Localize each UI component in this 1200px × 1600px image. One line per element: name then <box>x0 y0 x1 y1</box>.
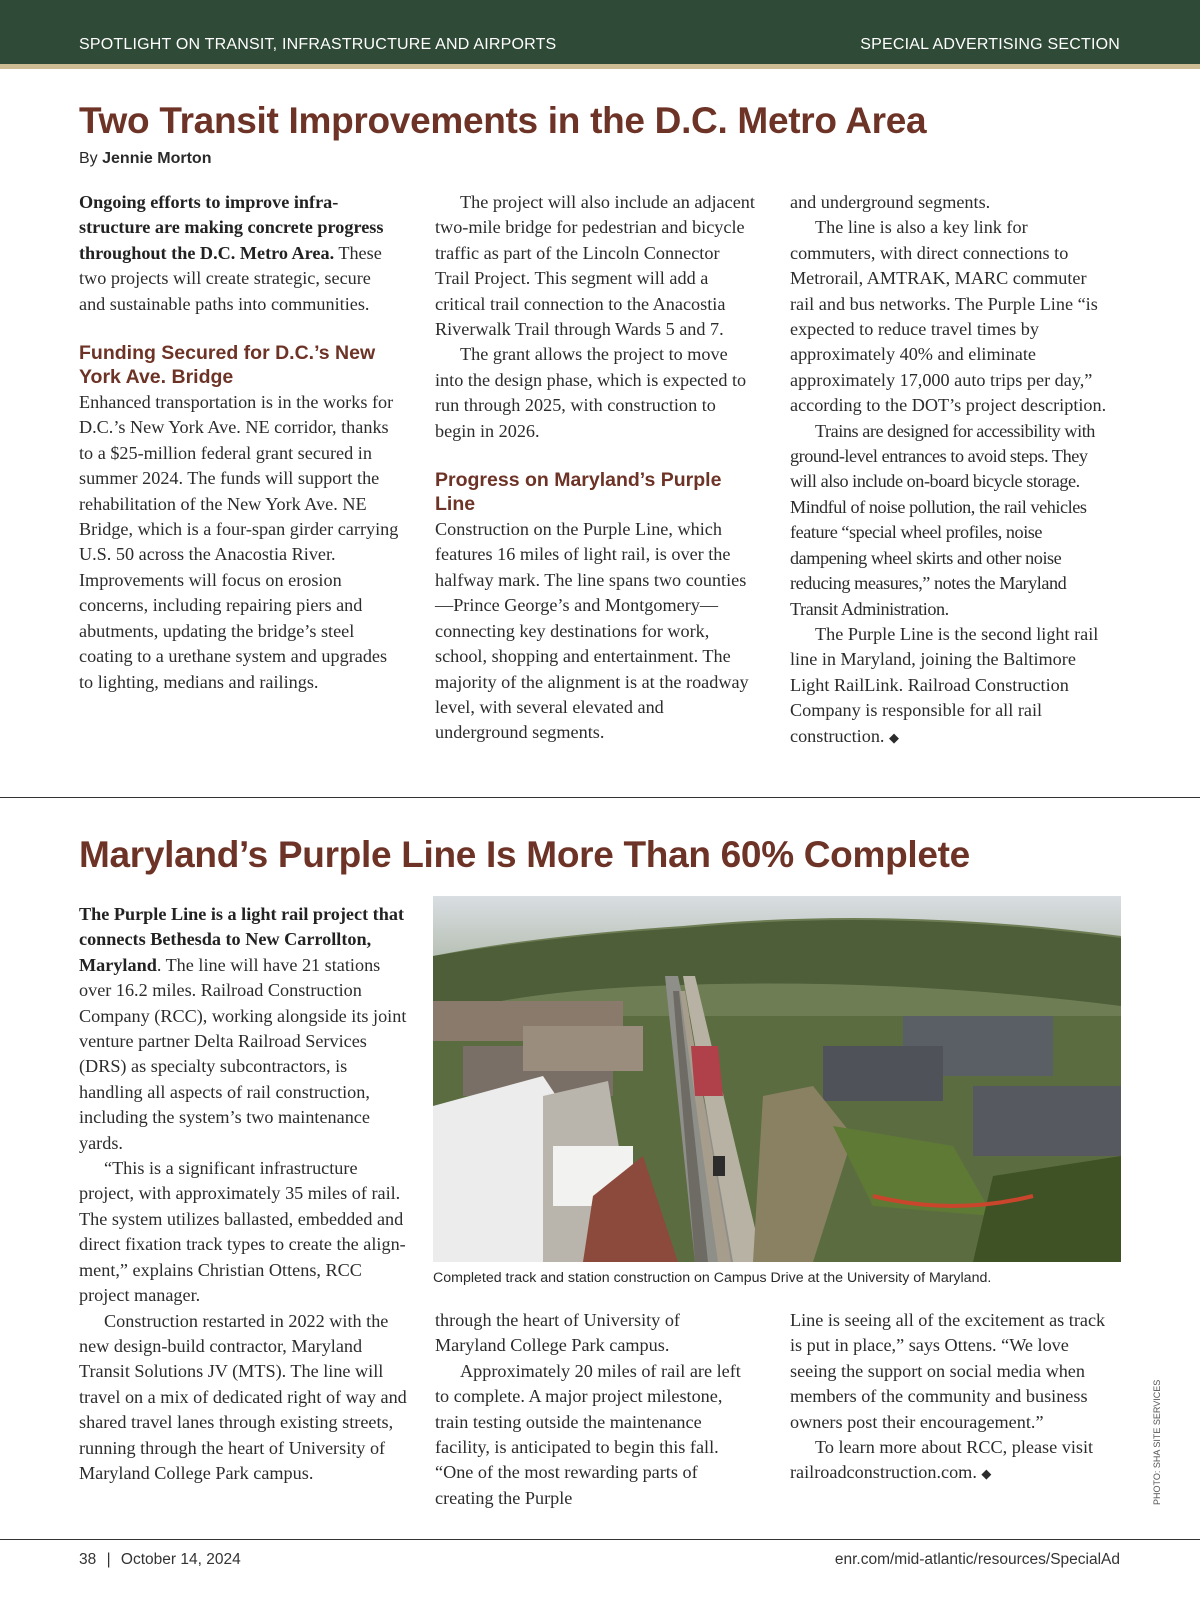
end-mark-icon: ◆ <box>981 1466 992 1482</box>
header-accent-rule <box>0 64 1200 69</box>
paragraph: Enhanced transportation is in the works for D.C.’s New York Ave. NE corridor, thanks to a $25-million federal grant secured in summer 2024. The funds will support the rehabilitation of the New York Ave. NE Bridge, which is a four-span girder carrying U.S. 50 across the Anacostia River. Improvements will focus on erosion concerns, including repairing piers and abutments, updating the bridge’s steel coating to a urethane system and upgrades to lighting, medians and railings. <box>79 392 399 692</box>
paragraph: Construction restarted in 2022 with the new design-build contractor, Maryland Transit Solutions JV (MTS). The line will travel on a mix of dedicated right of way and shared travel lanes through existing streets, running through the heart of University of Maryland College Park campus. <box>79 1310 407 1483</box>
article2-title: Maryland’s Purple Line Is More Than 60% Complete <box>79 834 970 875</box>
paragraph: The line is also a key link for commuters, with direct connections to Metrorail, AMTRAK, MARC commuter rail and bus networks. The Purple Line “is expected to reduce travel times by approximately 40% and eliminate approximately 17,000 auto trips per day,” according to the DOT’s project description. <box>790 217 1107 416</box>
article2-column-3 <box>790 1308 1110 1487</box>
section-header-bar <box>0 0 1200 64</box>
paragraph: Construction on the Purple Line, which features 16 miles of light rail, is over the halfway mark. The line spans two counties—Prince George’s and Montgomery—connecting key destinations for work, school, shopping and entertainment. The majority of the alignment is at the roadway level, with several elevated and underground segments. <box>435 519 749 743</box>
subhead-purple-line: Progress on Maryland’s Purple Line <box>435 469 722 516</box>
campus-drive-photo <box>433 896 1121 1262</box>
byline <box>79 150 211 168</box>
photo-caption: Completed track and station construction on Campus Drive at the University of Maryland. <box>433 1270 992 1286</box>
article2-lead-bold: The Purple Line is a light rail project that connects Bethesda to New Carrollton, Maryland <box>79 904 405 975</box>
paragraph-continued: through the heart of University of Maryland College Park campus. <box>435 1310 680 1356</box>
article1-lead-bold: Ongoing efforts to improve infrastructure are making concrete progress throughout the D.C. Metro Area. <box>79 192 384 263</box>
paragraph: The project will also include an adjacent two-mile bridge for pedestrian and bicycle traffic as part of the Lincoln Connector Trail Project. This segment will add a critical trail connection to the Anacostia Riverwalk Trail through Wards 5 and 7. <box>435 192 755 340</box>
footer-separator: | <box>106 1551 111 1568</box>
issue-date: October 14, 2024 <box>120 1551 241 1568</box>
article1-title: Two Transit Improvements in the D.C. Metro Area <box>79 100 927 141</box>
paragraph: The grant allows the project to move into the design phase, which is expected to run through 2025, with construction to begin in 2026. <box>435 344 747 441</box>
footer-url[interactable]: enr.com/mid-atlantic/resources/SpecialAd <box>834 1551 1120 1568</box>
paragraph: Trains are designed for accessibility with ground-level entrances to avoid steps. They will also include on-board bicycle storage. Mindful of noise pollution, the rail vehicles feature “special wheel profiles, noise dampening wheel skirts and other noise reducing measures,” notes the Maryland Transit Administration. <box>790 420 1095 619</box>
advertising-label: SPECIAL ADVERTISING SECTION <box>860 36 1120 53</box>
article1-column-2 <box>435 190 755 771</box>
footer-rule <box>0 1539 1200 1540</box>
paragraph: “This is a significant infrastructure project, with approximately 35 miles of rail. The system utilizes ballasted, embedded and direct fixation track types to create the alignment,” explains Christian Ottens, RCC project manager. <box>79 1158 406 1306</box>
article1-lead-rest: These two projects will create strategic, secure and sustainable paths into communities. <box>79 242 382 314</box>
byline-author: Jennie Morton <box>102 150 212 167</box>
page-number: 38 <box>79 1551 97 1568</box>
subhead-ny-bridge: Funding Secured for D.C.’s New York Ave. Bridge <box>79 342 376 389</box>
article1-column-3 <box>790 190 1110 750</box>
article1-column-1 <box>79 190 399 695</box>
paragraph-continued: and underground segments. <box>790 192 991 212</box>
closing-paragraph <box>790 1435 1110 1487</box>
photo-credit: PHOTO: SHA SITE SERVICES <box>1152 1379 1162 1505</box>
article1-lead <box>79 190 399 317</box>
footer-page-info <box>79 1551 241 1569</box>
paragraph-continued: Line is seeing all of the excitement as track is put in place,” says Ottens. “We love seeing the support on social media when members of the community and business owners post their encouragement.” <box>790 1310 1106 1432</box>
section-label: SPOTLIGHT ON TRANSIT, INFRASTRUCTURE AND AIRPORTS <box>79 36 557 53</box>
closing-text: To learn more about RCC, please visit railroadconstruction.com. <box>790 1437 1094 1483</box>
article2-lead-rest: . The line will have 21 stations over 16.2 miles. Railroad Construction Company (RCC), working alongside its joint venture partner Delta Railroad Services (DRS) as specialty subcontractors, is handling all aspects of rail construction, including the system’s two maintenance yards. <box>79 954 407 1153</box>
article2-column-2 <box>435 1308 755 1511</box>
section-divider <box>0 797 1200 798</box>
article2-column-1 <box>79 902 409 1483</box>
article2-lead <box>79 902 409 1156</box>
closing-paragraph <box>790 622 1110 750</box>
closing-text: The Purple Line is the second light rail line in Maryland, joining the Baltimore Light RailLink. Railroad Construction Company is responsible for all rail construction. <box>790 623 1099 746</box>
end-mark-icon: ◆ <box>889 729 900 745</box>
paragraph: Approximately 20 miles of rail are left to complete. A major project milestone, train testing outside the maintenance facility, is anticipated to begin this fall. “One of the most rewarding parts of creating the Purple <box>435 1360 741 1508</box>
byline-prefix: By <box>79 150 98 167</box>
